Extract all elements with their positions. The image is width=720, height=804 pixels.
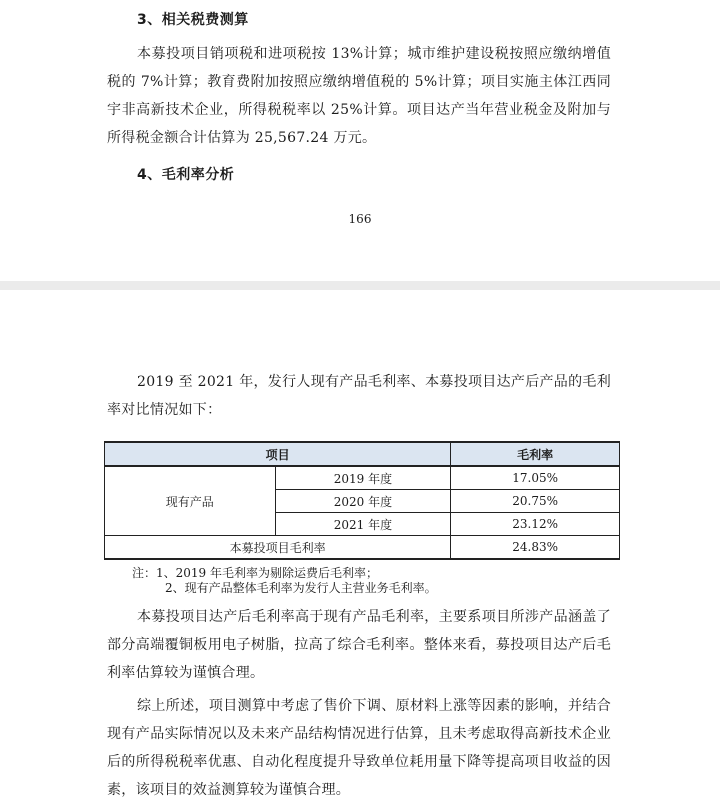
section-heading-tax: 3、相关税费测算 <box>137 12 249 28</box>
value-cell: 20.75% <box>451 490 620 513</box>
value-cell: 23.12% <box>451 513 620 536</box>
project-margin-value: 24.83% <box>451 536 620 560</box>
page-number: 166 <box>348 212 372 226</box>
document-page-next <box>0 290 720 804</box>
table-row <box>105 536 620 560</box>
section-heading-gross-margin: 4、毛利率分析 <box>137 167 235 183</box>
table-row <box>105 466 620 490</box>
table-header-row <box>105 442 620 466</box>
analysis-paragraph: 本募投项目达产后毛利率高于现有产品毛利率，主要系项目所涉产品涵盖了部分高端覆铜板用电子树脂，拉高了综合毛利率。整体来看，募投项目达产后毛利率估算较为谨慎合理。 <box>107 609 611 681</box>
tax-paragraph: 本募投项目销项税和进项税按 13%计算；城市维护建设税按照应缴纳增值税的 7%计算；教育费附加按照应缴纳增值税的 5%计算；项目实施主体江西同宇非高新技术企业，所得税税率以 25%计算。项目达产当年营业税金及附加与所得税金额合计估算为 25,567.24 万元。 <box>107 46 611 146</box>
table-notes <box>132 566 437 596</box>
year-cell: 2020 年度 <box>275 490 451 513</box>
project-margin-label: 本募投项目毛利率 <box>105 536 451 560</box>
header-gross-margin: 毛利率 <box>451 442 620 466</box>
header-item: 项目 <box>105 442 451 466</box>
value-cell: 17.05% <box>451 466 620 490</box>
year-cell: 2019 年度 <box>275 466 451 490</box>
intro-paragraph: 2019 至 2021 年，发行人现有产品毛利率、本募投项目达产后产品的毛利率对比情况如下： <box>107 374 612 418</box>
note-2: 2、现有产品整体毛利率为发行人主营业务毛利率。 <box>165 581 437 595</box>
gross-margin-table <box>104 441 620 560</box>
document-page-166 <box>0 0 720 281</box>
note-1: 注：1、2019 年毛利率为剔除运费后毛利率； <box>132 566 378 580</box>
existing-products-label: 现有产品 <box>105 466 276 536</box>
year-cell: 2021 年度 <box>275 513 451 536</box>
summary-paragraph: 综上所述，项目测算中考虑了售价下调、原材料上涨等因素的影响，并结合现有产品实际情况以及未来产品结构情况进行估算，且未考虑取得高新技术企业后的所得税税率优惠、自动化程度提升导致单位耗用量下降等提高项目收益的因素，该项目的效益测算较为谨慎合理。 <box>107 698 611 798</box>
